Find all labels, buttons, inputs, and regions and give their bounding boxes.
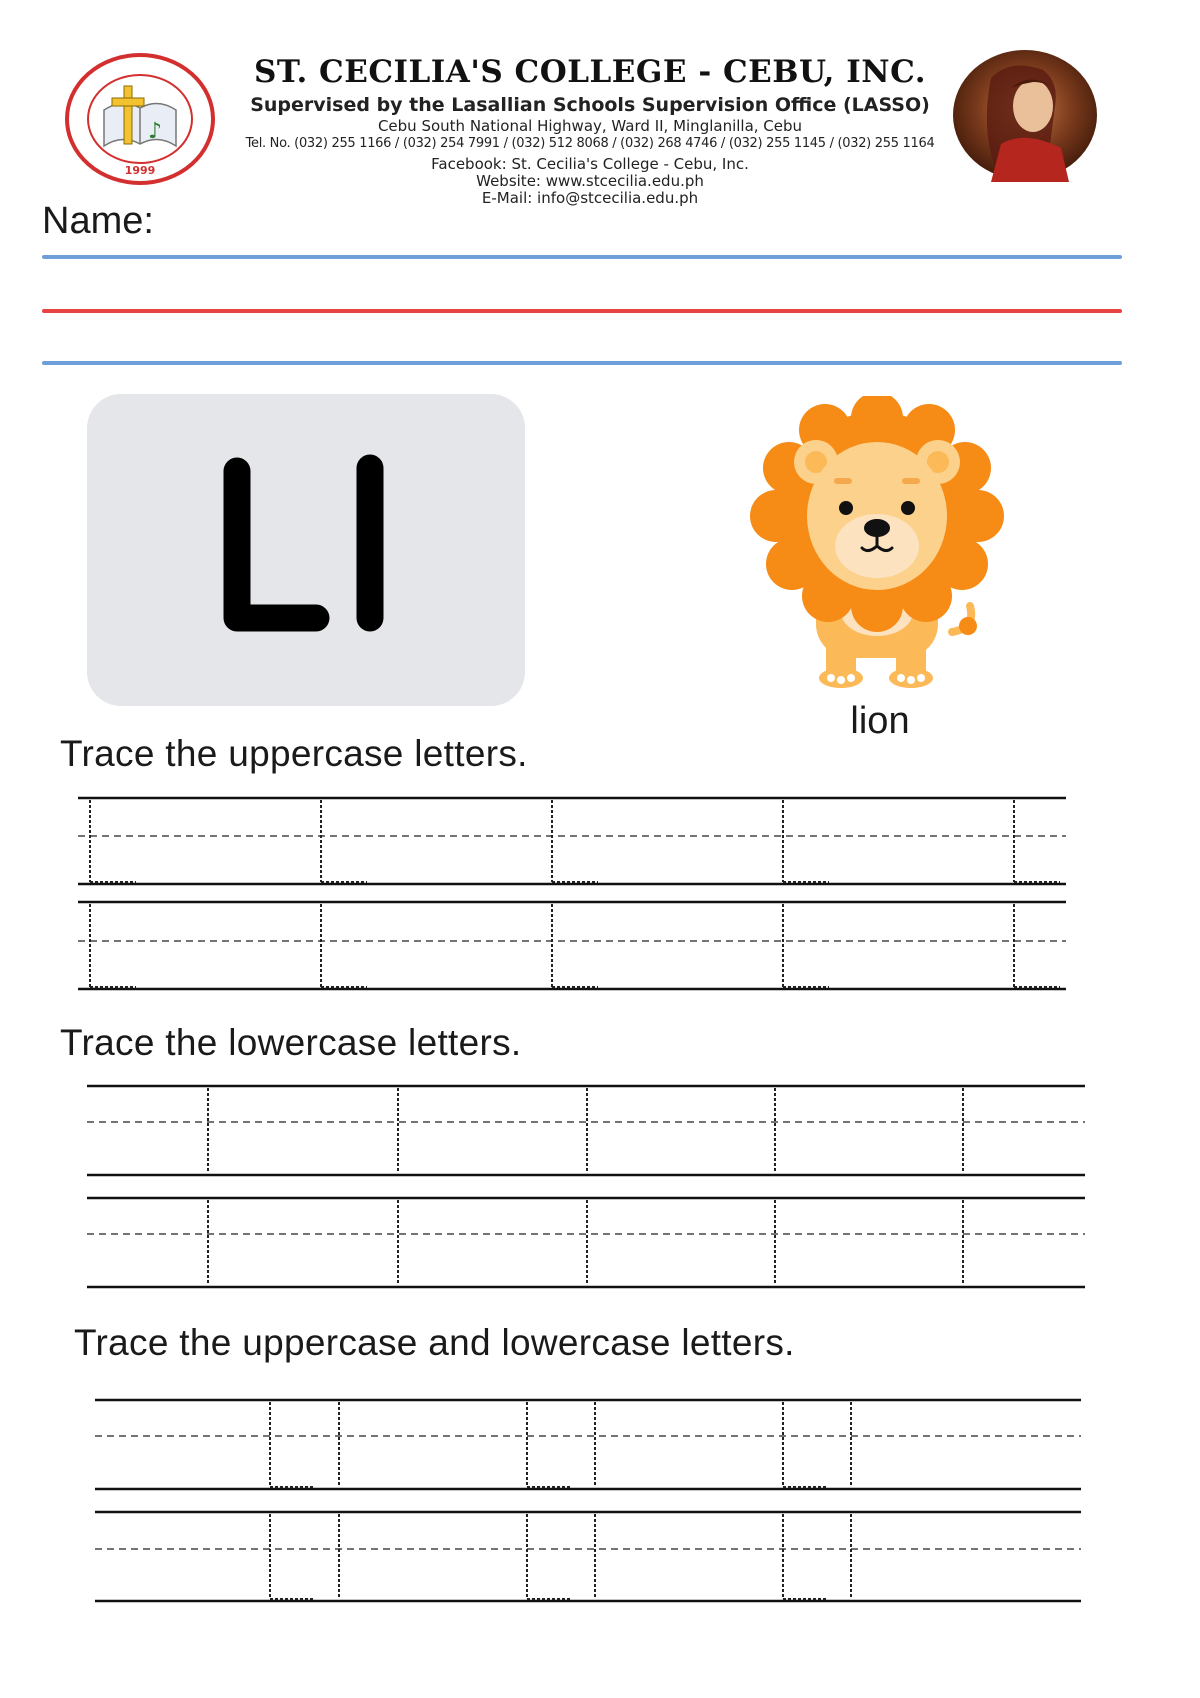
lowercase-tracing-grid[interactable] [87,1084,1089,1290]
instruction-both-cases: Trace the uppercase and lowercase letters. [74,1322,795,1363]
saint-portrait-image [951,48,1099,182]
supervision-line: Supervised by the Lasallian Schools Supervision Office (LASSO) [250,94,930,116]
website-line: Website: www.stcecilia.edu.ph [476,172,704,190]
school-seal-logo [64,52,216,186]
name-label: Name: [42,200,154,242]
letter-pair [87,394,525,706]
instruction-lowercase: Trace the lowercase letters. [60,1022,522,1063]
school-name: ST. CECILIA'S COLLEGE - CEBU, INC. [253,54,927,90]
email-line: E-Mail: info@stcecilia.edu.ph [481,189,699,207]
instruction-uppercase: Trace the uppercase letters. [60,733,528,774]
both-cases-tracing-grid[interactable] [95,1398,1085,1604]
lion-icon [746,396,1008,692]
telephone-line: Tel. No. (032) 255 1166 / (032) 254 7991 / (032) 512 8068 / (032) 268 4746 / (032) 255 1145 / (032) 255 1164 [245,136,935,151]
name-line-middle [42,309,1122,313]
facebook-line: Facebook: St. Cecilia's College - Cebu, Inc. [431,155,749,173]
svg-text:♪: ♪ [148,119,163,144]
picture-word: lion [850,700,910,742]
uppercase-tracing-grid[interactable] [78,796,1068,992]
name-line-top [42,255,1122,259]
name-line-bottom [42,361,1122,365]
seal-year: 1999 [124,164,156,177]
address-line: Cebu South National Highway, Ward II, Minglanilla, Cebu [377,117,803,135]
